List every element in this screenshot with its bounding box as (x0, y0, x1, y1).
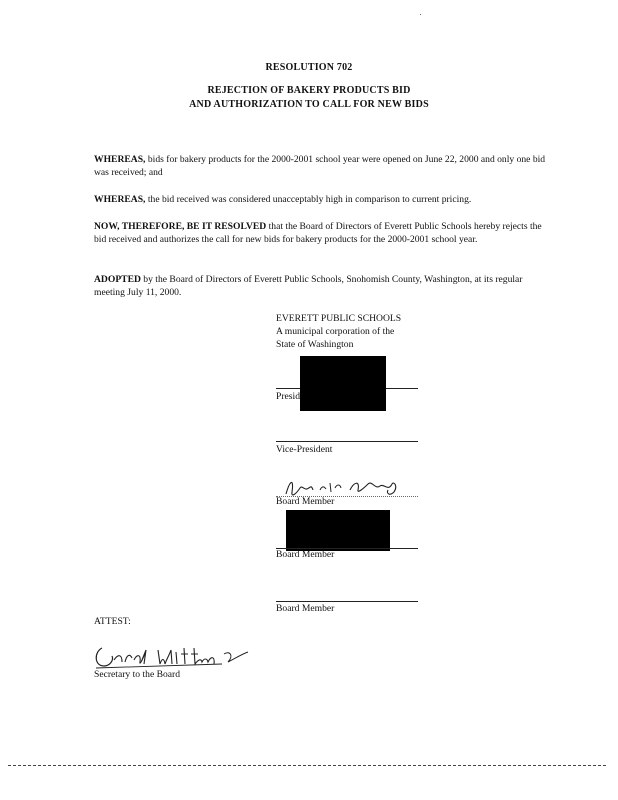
adopted-keyword: ADOPTED (94, 274, 141, 285)
page-bottom-rule (8, 765, 606, 766)
president-redaction (300, 356, 386, 411)
adopted-text: by the Board of Directors of Everett Public Schools, Snohomish County, Washington, at its regular meeting July 11, 2000. (94, 274, 523, 298)
whereas-keyword: WHEREAS, (94, 194, 146, 205)
org-line-2: A municipal corporation of the (276, 326, 395, 337)
org-name: EVERETT PUBLIC SCHOOLS (276, 313, 402, 324)
secretary-signature-image (92, 640, 272, 672)
resolved-keyword: NOW, THEREFORE, BE IT RESOLVED (94, 221, 267, 232)
vice-president-label: Vice-President (276, 444, 333, 455)
resolved-paragraph (94, 221, 546, 246)
title-line-2: AND AUTHORIZATION TO CALL FOR NEW BIDS (189, 99, 429, 110)
org-line-3: State of Washington (276, 339, 354, 350)
resolved-text: that the Board of Directors of Everett Public Schools hereby rejects the bid received and authorizes the call for new bids for bakery products for the 2000-2001 school year. (94, 221, 542, 245)
resolution-number: RESOLUTION 702 (265, 62, 353, 73)
whereas-keyword: WHEREAS, (94, 154, 146, 165)
secretary-label: Secretary to the Board (94, 669, 181, 680)
board-member-2-redaction (286, 510, 390, 551)
title-line-1: REJECTION OF BAKERY PRODUCTS BID (207, 85, 411, 96)
whereas-paragraph-2 (94, 194, 546, 207)
scan-speck (420, 14, 421, 15)
vice-president-signature-line (276, 441, 418, 442)
board-member-3-signature-line (276, 601, 418, 602)
whereas-text: the bid received was considered unacceptably high in comparison to current pricing. (145, 194, 472, 205)
president-label: Presid (276, 391, 300, 402)
attest-label: ATTEST: (94, 616, 131, 627)
board-member-1-label: Board Member (276, 496, 335, 507)
whereas-paragraph-1 (94, 154, 546, 179)
adopted-paragraph (94, 274, 546, 299)
board-member-2-label: Board Member (276, 549, 335, 560)
board-member-3-label: Board Member (276, 603, 335, 614)
whereas-text: bids for bakery products for the 2000-2001 school year were opened on June 22, 2000 and only one bid was received; and (94, 154, 546, 178)
